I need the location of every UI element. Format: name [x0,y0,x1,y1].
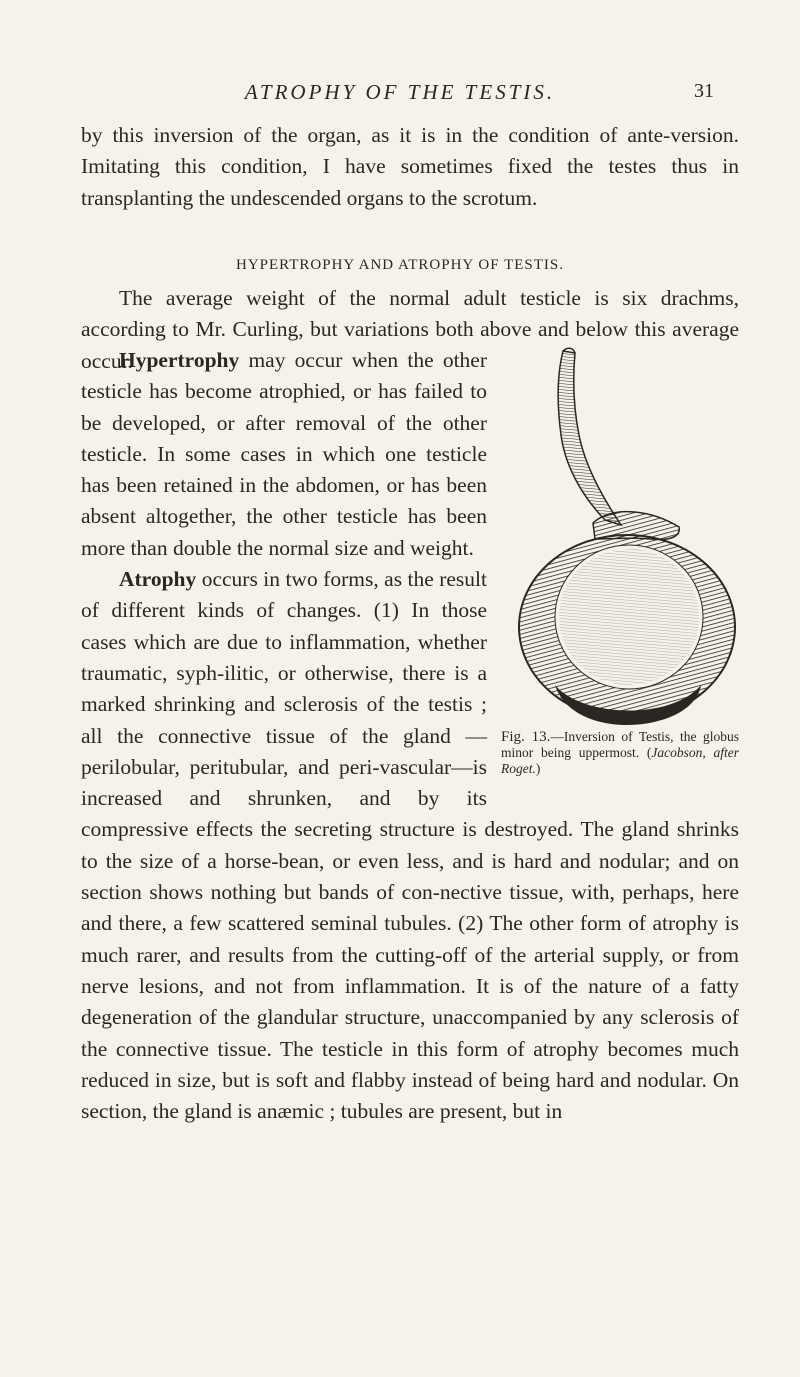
term-atrophy: Atrophy [119,567,197,592]
figure-caption [501,729,739,777]
atrophy-text: occurs in two forms, as the result of different kinds of changes. (1) In those cases which are due to inflammation, whether traumatic, syph-ilitic, or otherwise, there is a marked shrinking and sclerosis of the testis ; all the connective tissue of the gland —perilobular, peritubular, and peri-vascular—is increased and shrunken, and by its compressive effects the secreting structure is destroyed. The gland shrinks to the size of a horse-bean, or even less, and is hard and nodular; and on section shows nothing but bands of con-nective tissue, with, perhaps, here and there, a few scattered seminal tubules. (2) The other form of atrophy is much rarer, and results from the cutting-off of the arterial supply, or from nerve lesions, and not from inflammation. It is of the nature of a fatty degeneration of the glandular structure, unaccompanied by any sclerosis of the connective tissue. The testicle in this form of atrophy becomes much reduced in size, but is soft and flabby instead of being hard and nodular. On section, the gland is anæmic ; tubules are present, but in [81,567,739,1124]
figure-13 [501,345,739,793]
paragraph-average-text: The average weight of the normal adult testicle is six drachms, according to Mr. Curling, but variations both above and below this average occur. [81,286,739,373]
paragraph-intro [81,120,739,214]
paragraph-intro-text: by this inversion of the organ, as it is in the condition of ante-version. Imitating this condition, I have sometimes fixed the testes thus in transplanting the undescended organs to the scrotum. [81,123,739,210]
caption-credit: Jacobson, after Roget. [501,745,739,776]
spermatic-cord [558,351,621,525]
running-head: ATROPHY OF THE TESTIS. [244,80,556,104]
figure-label: Fig. 13. [501,729,551,745]
testis-illustration [501,345,739,725]
body-with-figure [81,345,739,1127]
hypertrophy-text: may occur when the other testicle has become atrophied, or has failed to be developed, or after removal of the other testicle. In some cases in which one testicle has been retained in the abdomen, or has been absent altogether, the other testicle has been more than double the normal size and weight. [81,348,487,560]
caption-end: ) [535,761,541,776]
page-number: 31 [694,80,714,102]
testis-inner-shade [559,549,699,685]
caption-main: —Inversion of Testis, the globus minor being uppermost. ( [501,729,739,760]
term-hypertrophy: Hypertrophy [119,348,240,372]
section-heading: HYPERTROPHY AND ATROPHY OF TESTIS. [235,257,564,273]
